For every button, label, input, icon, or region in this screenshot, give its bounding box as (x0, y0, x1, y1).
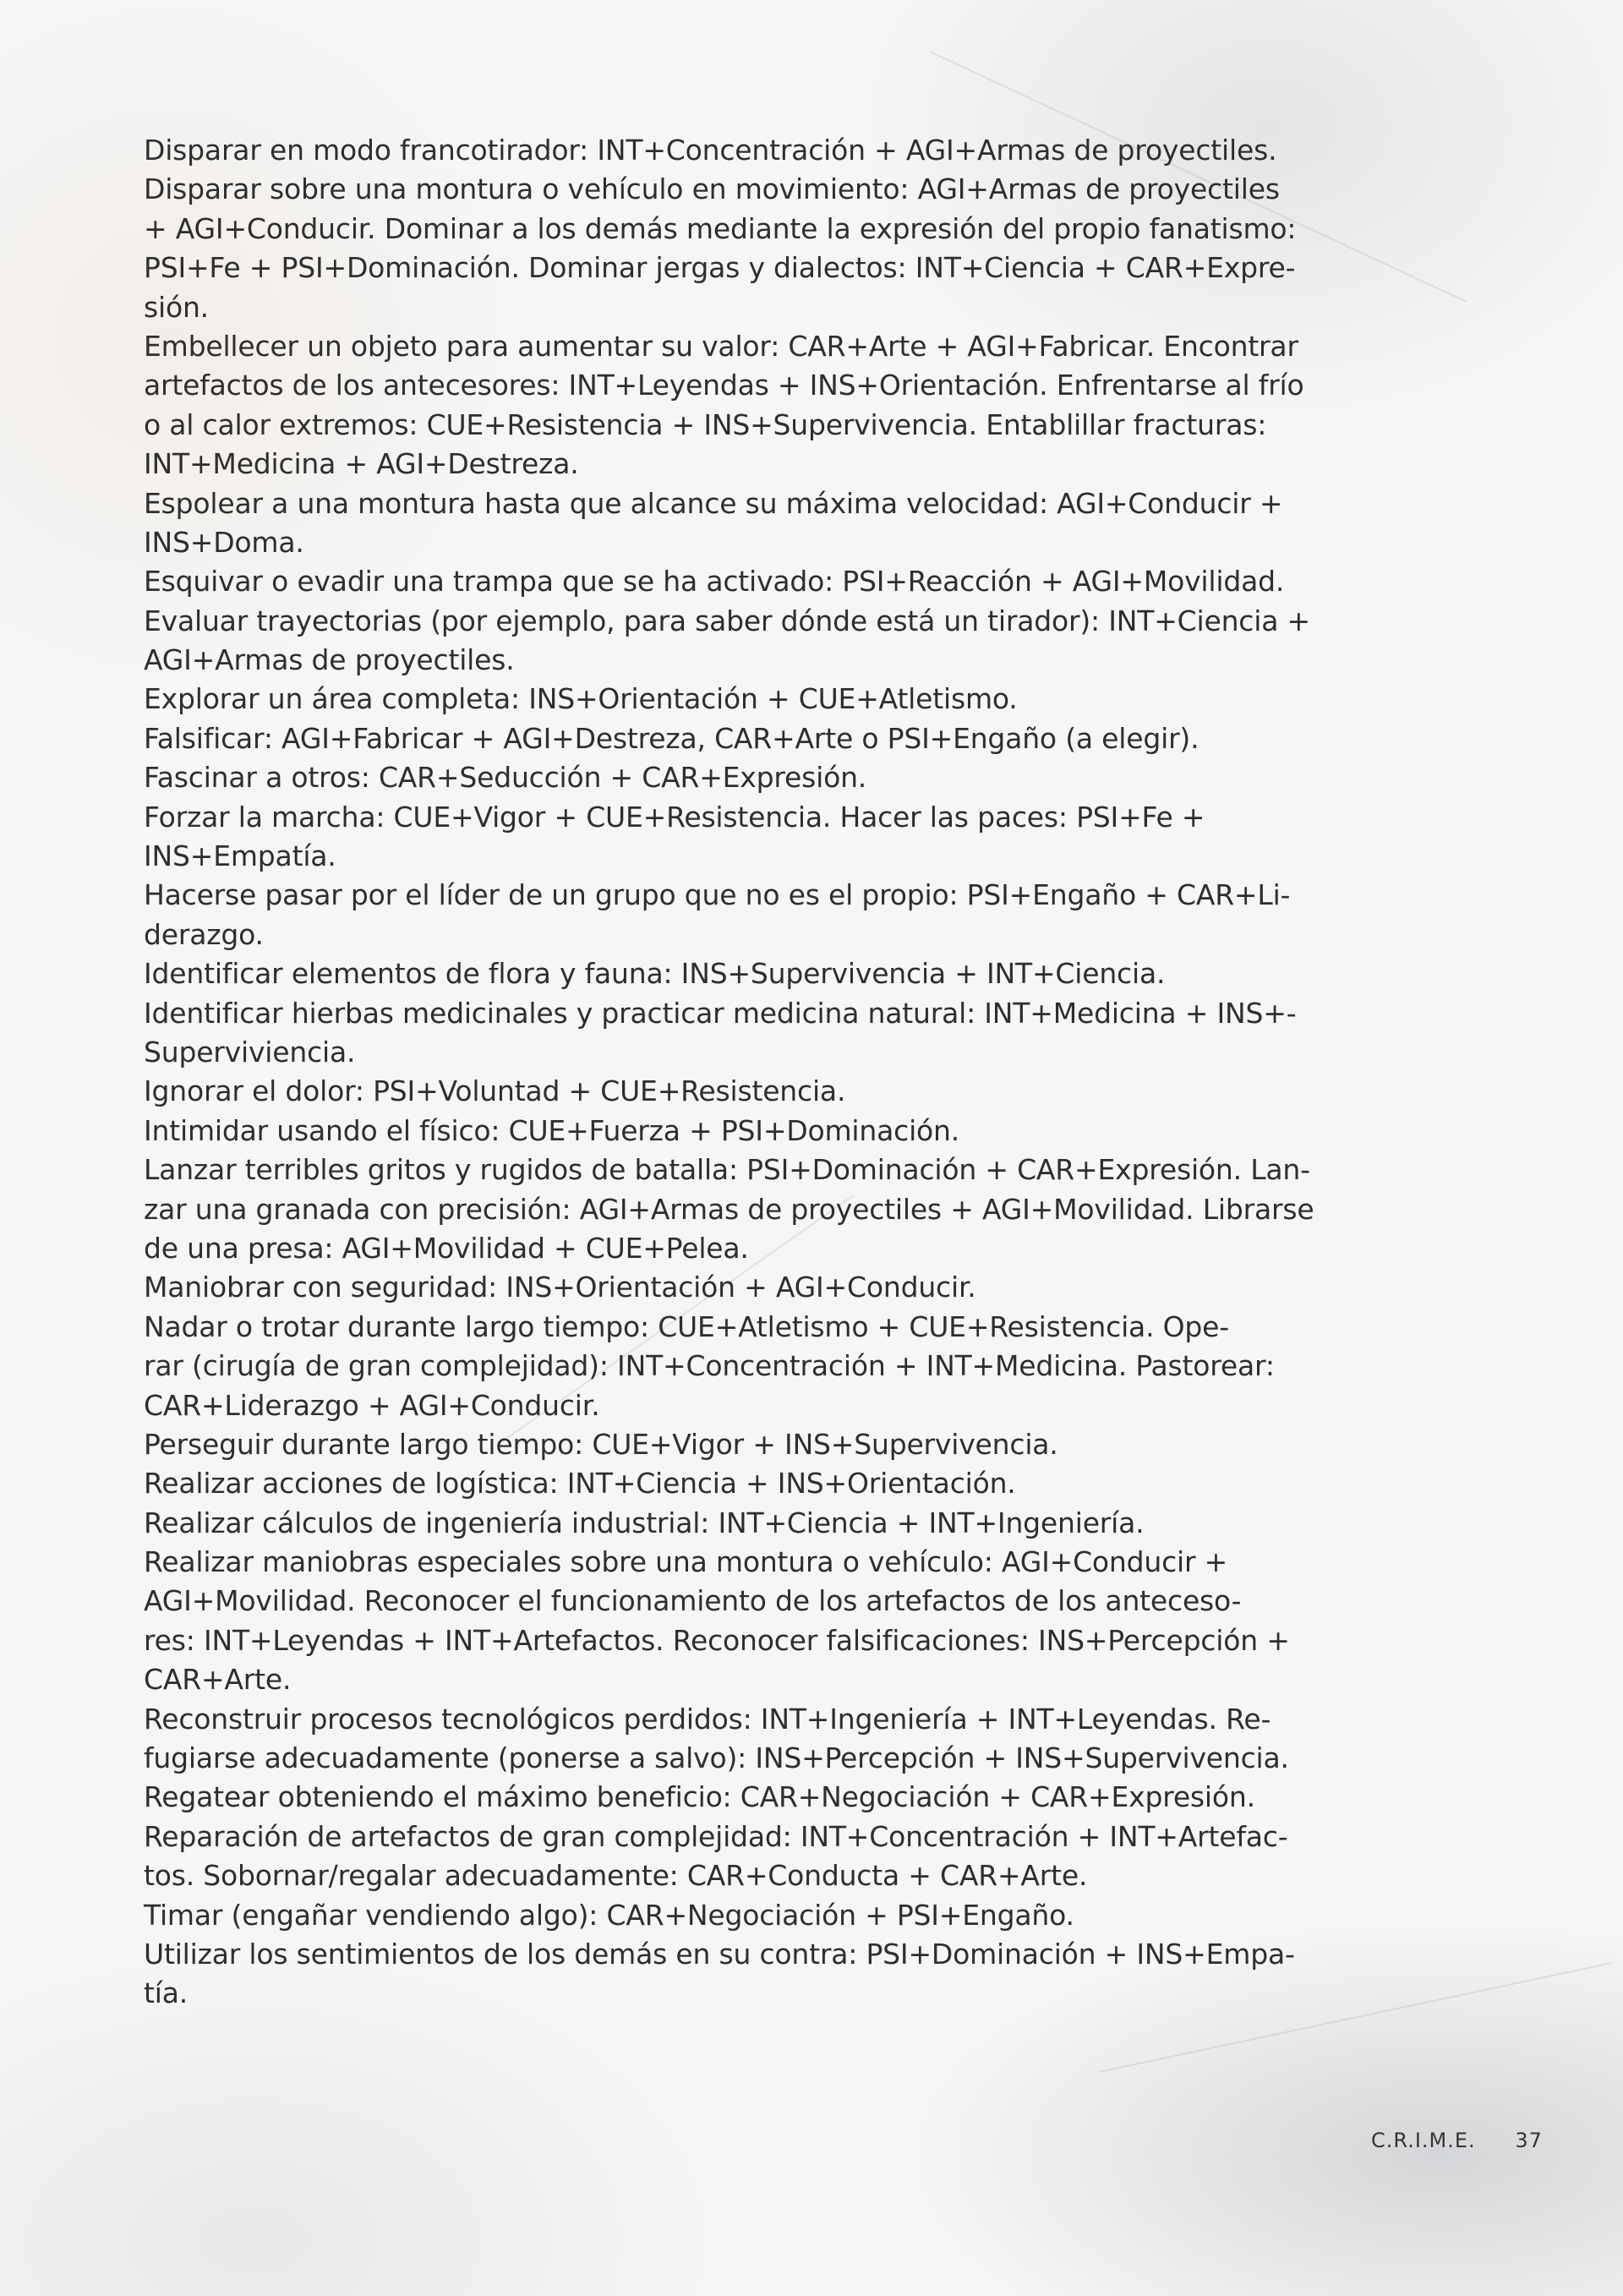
text-line: INS+Empatía. (144, 839, 336, 873)
text-line: Realizar acciones de logística: INT+Ciencia + INS+Orientación. (144, 1467, 1016, 1501)
body-text (144, 131, 1314, 2014)
text-line: Falsificar: AGI+Fabricar + AGI+Destreza, CAR+Arte o PSI+Engaño (a elegir). (144, 721, 1199, 755)
text-line: AGI+Armas de proyectiles. (144, 643, 515, 677)
text-line: Intimidar usando el físico: CUE+Fuerza + PSI+Dominación. (144, 1113, 960, 1147)
text-line: artefactos de los antecesores: INT+Leyendas + INS+Orientación. Enfrentarse al frío (144, 369, 1304, 402)
text-line: de una presa: AGI+Movilidad + CUE+Pelea. (144, 1231, 749, 1265)
text-line: tos. Sobornar/regalar adecuadamente: CAR+Conducta + CAR+Arte. (144, 1859, 1088, 1893)
page-footer (1371, 2129, 1543, 2152)
text-line: Lanzar terribles gritos y rugidos de batalla: PSI+Dominación + CAR+Expresión. Lan- (144, 1153, 1310, 1187)
text-line: sión. (144, 290, 209, 324)
text-line: Realizar cálculos de ingeniería industrial: INT+Ciencia + INT+Ingeniería. (144, 1506, 1145, 1539)
text-line: Ignorar el dolor: PSI+Voluntad + CUE+Resistencia. (144, 1074, 846, 1108)
text-line: o al calor extremos: CUE+Resistencia + INS+Supervivencia. Entablillar fracturas: (144, 407, 1267, 441)
text-line: Maniobrar con seguridad: INS+Orientación + AGI+Conducir. (144, 1271, 976, 1304)
text-line: Timar (engañar vendiendo algo): CAR+Negociación + PSI+Engaño. (144, 1898, 1074, 1932)
text-line: PSI+Fe + PSI+Dominación. Dominar jergas y dialectos: INT+Ciencia + CAR+Expre- (144, 251, 1296, 285)
text-line: derazgo. (144, 917, 264, 951)
text-line: rar (cirugía de gran complejidad): INT+Concentración + INT+Medicina. Pastorear: (144, 1349, 1275, 1383)
text-line: Utilizar los sentimientos de los demás en su contra: PSI+Dominación + INS+Empa- (144, 1937, 1295, 1971)
text-line: Forzar la marcha: CUE+Vigor + CUE+Resistencia. Hacer las paces: PSI+Fe + (144, 800, 1205, 834)
text-line: Realizar maniobras especiales sobre una montura o vehículo: AGI+Conducir + (144, 1545, 1228, 1579)
text-line: Evaluar trayectorias (por ejemplo, para saber dónde está un tirador): INT+Ciencia + (144, 604, 1310, 637)
book-title: C.R.I.M.E. (1371, 2129, 1476, 2152)
text-line: CAR+Arte. (144, 1663, 292, 1697)
text-line: Superviviencia. (144, 1035, 356, 1069)
text-line: Reconstruir procesos tecnológicos perdidos: INT+Ingeniería + INT+Leyendas. Re- (144, 1702, 1271, 1736)
page-number: 37 (1515, 2129, 1543, 2152)
text-line: Disparar en modo francotirador: INT+Concentración + AGI+Armas de proyectiles. (144, 134, 1277, 167)
text-line: Identificar hierbas medicinales y practicar medicina natural: INT+Medicina + INS+- (144, 996, 1297, 1030)
text-line: Reparación de artefactos de gran complejidad: INT+Concentración + INT+Artefac- (144, 1819, 1288, 1853)
text-line: Perseguir durante largo tiempo: CUE+Vigor + INS+Supervivencia. (144, 1427, 1058, 1461)
text-line: + AGI+Conducir. Dominar a los demás mediante la expresión del propio fanatismo: (144, 211, 1297, 245)
text-line: fugiarse adecuadamente (ponerse a salvo): INS+Percepción + INS+Supervivencia. (144, 1741, 1289, 1775)
text-line: Explorar un área completa: INS+Orientación + CUE+Atletismo. (144, 682, 1018, 716)
text-line: Fascinar a otros: CAR+Seducción + CAR+Expresión. (144, 761, 867, 795)
text-line: Disparar sobre una montura o vehículo en movimiento: AGI+Armas de proyectiles (144, 172, 1280, 206)
text-line: Espolear a una montura hasta que alcance su máxima velocidad: AGI+Conducir + (144, 486, 1283, 520)
text-line: Identificar elementos de flora y fauna: INS+Supervivencia + INT+Ciencia. (144, 957, 1166, 991)
text-line: Nadar o trotar durante largo tiempo: CUE+Atletismo + CUE+Resistencia. Ope- (144, 1309, 1229, 1343)
text-line: Embellecer un objeto para aumentar su valor: CAR+Arte + AGI+Fabricar. Encontrar (144, 329, 1298, 363)
text-line: zar una granada con precisión: AGI+Armas de proyectiles + AGI+Movilidad. Librarse (144, 1192, 1314, 1226)
text-line: tía. (144, 1976, 189, 2010)
text-line: INS+Doma. (144, 525, 304, 559)
text-line: Regatear obteniendo el máximo beneficio: CAR+Negociación + CAR+Expresión. (144, 1780, 1255, 1814)
text-line: Hacerse pasar por el líder de un grupo que no es el propio: PSI+Engaño + CAR+Li- (144, 878, 1291, 912)
text-line: res: INT+Leyendas + INT+Artefactos. Reconocer falsificaciones: INS+Percepción + (144, 1623, 1290, 1657)
text-line: CAR+Liderazgo + AGI+Conducir. (144, 1388, 600, 1422)
text-line: Esquivar o evadir una trampa que se ha activado: PSI+Reacción + AGI+Movilidad. (144, 565, 1285, 599)
text-line: AGI+Movilidad. Reconocer el funcionamiento de los artefactos de los anteceso- (144, 1584, 1242, 1618)
text-line: INT+Medicina + AGI+Destreza. (144, 447, 579, 481)
